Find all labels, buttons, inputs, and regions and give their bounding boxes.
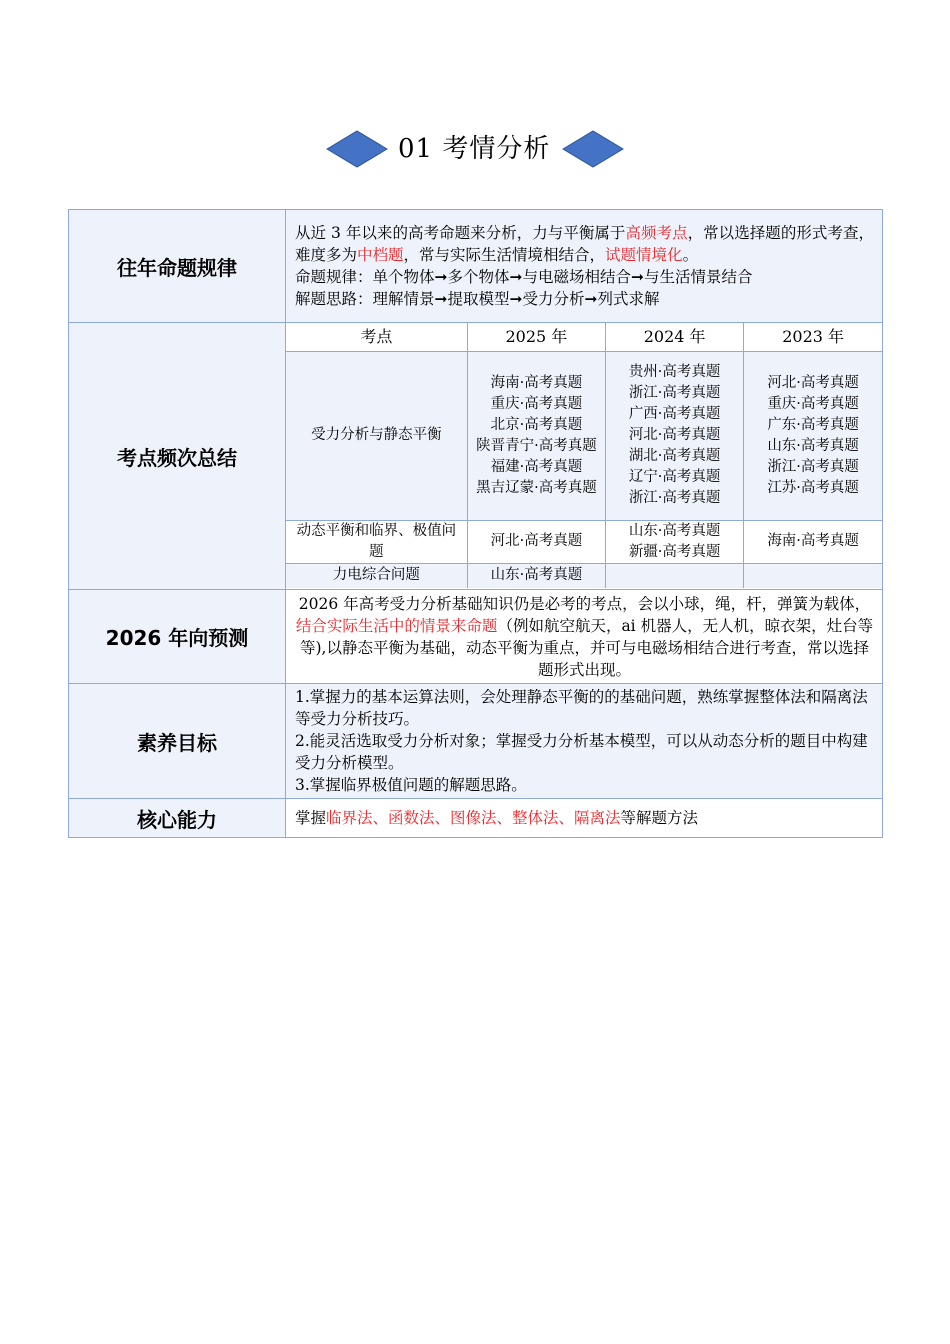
source-cell: 贵州·高考真题 浙江·高考真题 广西·高考真题 河北·高考真题 湖北·高考真题 辽宁·高考真题 浙江·高考真题 [606,351,744,520]
source-cell: 海南·高考真题 [744,520,882,563]
goal-item: 1.掌握力的基本运算法则，会处理静态平衡的的基础问题，熟练掌握整体法和隔离法等受力分析技巧。 [295,688,868,728]
freq-header: 2023 年 [744,323,882,351]
exam-analysis-table [68,209,883,838]
source-cell: 山东·高考真题 [467,563,605,588]
source-cell: 河北·高考真题 [467,520,605,563]
row-freq [69,323,883,590]
source-cell: 山东·高考真题 新疆·高考真题 [606,520,744,563]
label-freq: 考点频次总结 [69,323,286,590]
rule-pattern: 命题规律：单个物体➞多个物体➞与电磁场相结合➞与生活情景结合 [295,268,753,286]
row-goal [69,684,883,799]
freq-header: 2025 年 [467,323,605,351]
row-predict [69,590,883,684]
source-cell [744,563,882,588]
rule-paragraph: 从近 3 年以来的高考命题来分析，力与平衡属于高频考点，常以选择题的形式考查，难度多为中档题，常与实际生活情境相结合，试题情境化。 [295,224,874,264]
right-diamond-icon [562,130,624,168]
topic-cell: 力电综合问题 [286,563,467,588]
page-title: 01 考情分析 [398,134,551,164]
freq-header: 2024 年 [606,323,744,351]
freq-content [286,323,883,590]
core-content: 掌握临界法、函数法、图像法、整体法、隔离法等解题方法 [286,799,883,838]
left-diamond-icon [326,130,388,168]
label-predict: 2026 年向预测 [69,590,286,684]
goal-content [286,684,883,799]
topic-cell: 动态平衡和临界、极值问题 [286,520,467,563]
source-cell: 河北·高考真题 重庆·高考真题 广东·高考真题 山东·高考真题 浙江·高考真题 江苏·高考真题 [744,351,882,520]
predict-content: 2026 年高考受力分析基础知识仍是必考的考点，会以小球，绳，杆，弹簧为载体，结合实际生活中的情景来命题（例如航空航天，ai 机器人，无人机，晾衣架，灶台等等),以静态平衡为基础，动态平衡为重点，并可与电磁场相结合进行考查，常以选择题形式出现。 [286,590,883,684]
freq-header-row [286,323,882,351]
goal-item: 3.掌握临界极值问题的解题思路。 [295,776,527,794]
freq-table [286,323,882,588]
goal-item: 2.能灵活选取受力分析对象；掌握受力分析基本模型，可以从动态分析的题目中构建受力分析模型。 [295,732,868,772]
row-rule [69,210,883,323]
source-cell [606,563,744,588]
table-row [286,563,882,588]
row-core [69,799,883,838]
section-header [0,128,950,172]
freq-header: 考点 [286,323,467,351]
label-rule: 往年命题规律 [69,210,286,323]
rule-content [286,210,883,323]
table-row [286,520,882,563]
topic-cell: 受力分析与静态平衡 [286,351,467,520]
table-row [286,351,882,520]
rule-method: 解题思路：理解情景➞提取模型➞受力分析➞列式求解 [295,290,660,308]
source-cell: 海南·高考真题 重庆·高考真题 北京·高考真题 陕晋青宁·高考真题 福建·高考真题 黑吉辽蒙·高考真题 [467,351,605,520]
label-core: 核心能力 [69,799,286,838]
label-goal: 素养目标 [69,684,286,799]
